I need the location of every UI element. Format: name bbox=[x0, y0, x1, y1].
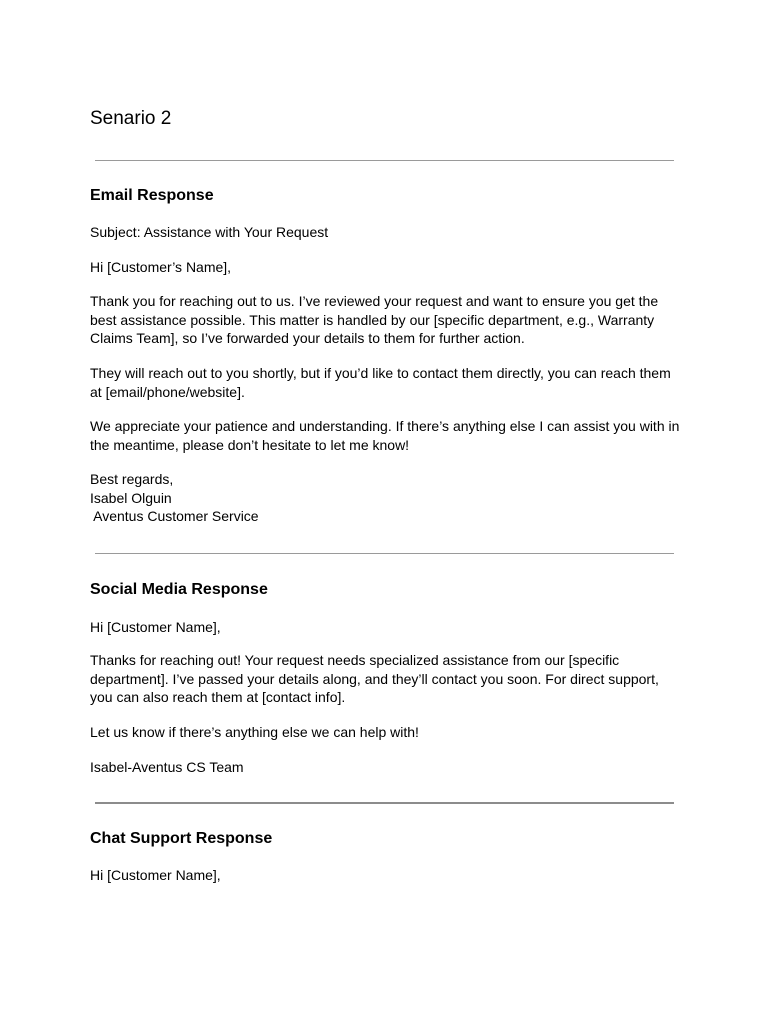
email-paragraph-2: They will reach out to you shortly, but if you’d like to contact them directly, you can reach them at [email/phone/website]. bbox=[90, 365, 671, 400]
email-signer-name: Isabel Olguin bbox=[90, 489, 172, 506]
email-paragraph-1: Thank you for reaching out to us. I’ve reviewed your request and want to ensure you get the best assistance possible. This matter is handled by our [specific department, e.g., Warranty Claims Team], so I’ve forwarded your details to them for further action. bbox=[90, 293, 659, 347]
section-divider bbox=[95, 160, 674, 161]
section-divider bbox=[95, 802, 674, 804]
email-subject: Subject: Assistance with Your Request bbox=[90, 224, 329, 240]
email-greeting: Hi [Customer’s Name], bbox=[90, 259, 232, 275]
document-title: Senario 2 bbox=[90, 108, 172, 129]
section-divider bbox=[95, 553, 674, 554]
chat-support-response-heading: Chat Support Response bbox=[90, 830, 273, 847]
email-paragraph-3: We appreciate your patience and understanding. If there’s anything else I can assist you with in the meantime, please don’t hesitate to let me know! bbox=[90, 418, 680, 453]
social-paragraph-2: Let us know if there’s anything else we can help with! bbox=[90, 724, 419, 740]
chat-greeting: Hi [Customer Name], bbox=[90, 867, 221, 883]
email-response-heading: Email Response bbox=[90, 187, 214, 204]
social-greeting: Hi [Customer Name], bbox=[90, 619, 221, 635]
social-paragraph-1: Thanks for reaching out! Your request needs specialized assistance from our [specific department]. I’ve passed your details along, and they’ll contact you soon. For direct support, you can also reach them at [contact info]. bbox=[90, 652, 659, 706]
social-media-response-heading: Social Media Response bbox=[90, 581, 268, 598]
email-signature-block bbox=[90, 470, 682, 526]
social-signature: Isabel-Aventus CS Team bbox=[90, 759, 244, 775]
email-signoff: Best regards, bbox=[90, 471, 174, 487]
email-signer-team: Aventus Customer Service bbox=[90, 508, 259, 525]
